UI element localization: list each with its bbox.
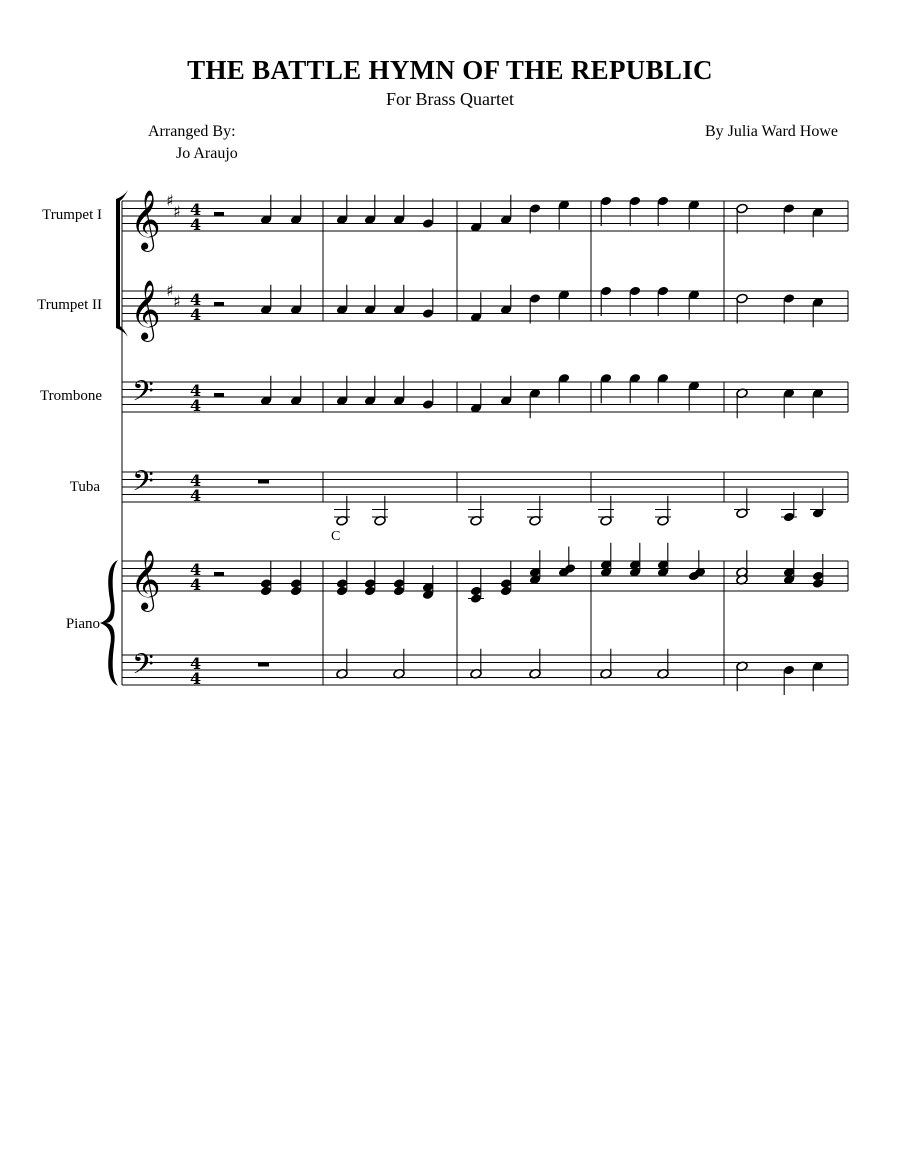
time-signature-top: 4 [190, 381, 202, 400]
bass-clef: 𝄢 [132, 375, 154, 415]
instrument-label-piano: Piano [65, 616, 100, 632]
bracket-top [116, 190, 128, 201]
half-rest [214, 393, 224, 397]
composer-credit: By Julia Ward Howe [704, 123, 838, 140]
time-signature-bottom: 4 [190, 305, 202, 324]
sharp-sign: ♯ [173, 202, 181, 221]
treble-clef: 𝄞 [130, 280, 161, 340]
chord-symbol: C [331, 529, 341, 544]
bracket [116, 199, 120, 328]
half-rest [214, 212, 224, 216]
sharp-sign: ♯ [173, 292, 181, 311]
time-signature-bottom: 4 [190, 669, 202, 688]
time-signature-bottom: 4 [190, 486, 202, 505]
half-rest [214, 572, 224, 576]
time-signature-bottom: 4 [190, 396, 202, 415]
piano-brace [100, 560, 118, 686]
time-signature-top: 4 [190, 471, 202, 490]
score-title: THE BATTLE HYMN OF THE REPUBLIC [187, 55, 713, 85]
instrument-label-trumpet-2: Trumpet II [37, 297, 102, 313]
treble-clef: 𝄞 [130, 550, 161, 610]
time-signature-top: 4 [190, 654, 202, 673]
instrument-label-trumpet-1: Trumpet I [42, 207, 102, 223]
sharp-sign: ♯ [166, 191, 174, 210]
time-signature-top: 4 [190, 290, 202, 309]
whole-rest [258, 480, 269, 484]
time-signature-bottom: 4 [190, 215, 202, 234]
time-signature-top: 4 [190, 560, 202, 579]
bass-clef: 𝄢 [132, 465, 154, 505]
time-signature-top: 4 [190, 200, 202, 219]
sharp-sign: ♯ [166, 281, 174, 300]
bass-clef: 𝄢 [132, 648, 154, 688]
treble-clef: 𝄞 [130, 190, 161, 250]
instrument-label-tuba: Tuba [69, 479, 100, 495]
whole-rest [258, 663, 269, 667]
half-rest [214, 302, 224, 306]
arranger-label: Arranged By: [148, 123, 236, 140]
time-signature-bottom: 4 [190, 575, 202, 594]
arranger-name: Jo Araujo [176, 145, 238, 162]
instrument-label-trombone: Trombone [40, 388, 102, 404]
score-subtitle: For Brass Quartet [386, 89, 514, 109]
